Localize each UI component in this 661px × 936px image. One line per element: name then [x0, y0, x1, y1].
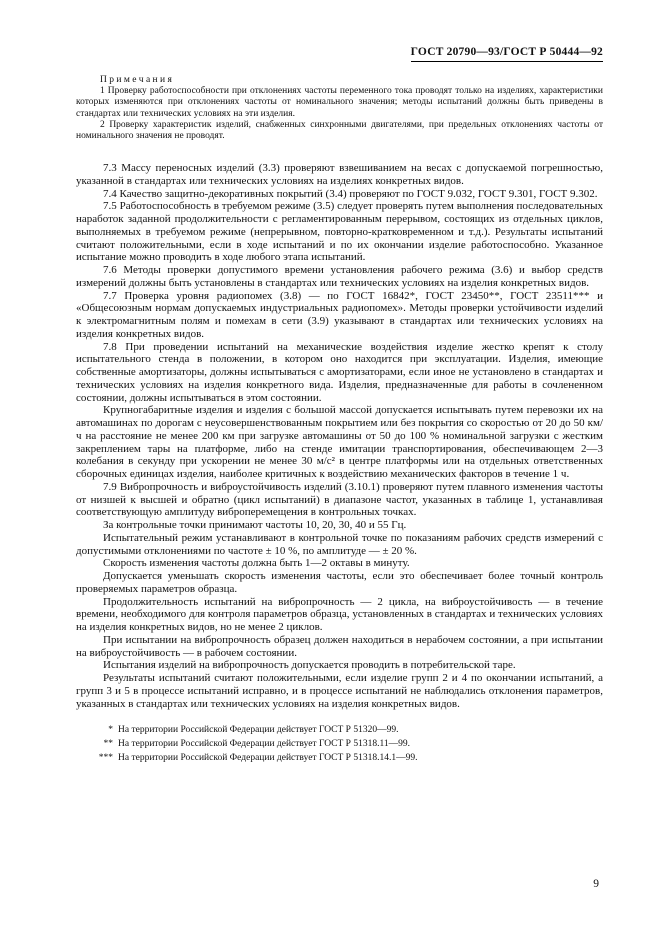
body-text — [76, 162, 603, 710]
notes-heading: П р и м е ч а н и я — [100, 75, 172, 85]
note-item: 2 Проверку характеристик изделий, снабженных синхронными двигателями, при предельных отклонениях частоты от номинального значения не проводят. — [76, 119, 603, 142]
paragraph-results: Результаты испытаний считают положительными, если изделие групп 2 и 4 по окончании испытаний, а групп 3 и 5 в процессе испытаний исправно, и в процессе испытаний не наблюдались отклонения параметров, указанных в стандартах или технических условиях на изделия конкретных видов. — [76, 672, 603, 710]
footnote-marker: *** — [98, 753, 113, 763]
paragraph-7-4: 7.4 Качество защитно-декоративных покрытий (3.4) проверяют по ГОСТ 9.032, ГОСТ 9.301, ГОСТ 9.302. — [103, 187, 598, 200]
footnote-text: На территории Российской Федерации действует ГОСТ Р 51318.11—99. — [118, 739, 410, 750]
paragraph-transport: Крупногабаритные изделия и изделия с большой массой допускается испытывать путем перевозки их на автомашинах по дорогам с неусовершенствованным покрытием или без покрытия со скоростью от 20 до 50 км/ч на расстояние не менее 200 км при загрузке автомашины от 50 до 100 % номинальной загрузки с жестким закреплением тары на платформе, либо на стенде имитации транспортирования, обеспечивающем 2—3 колебания в секунду при ускорении не менее 30 м/с² в центре платформы или на отдельных ответственных сборочных единицах изделия, наиболее критичных к воздействию механических факторов в течение 1 ч. — [76, 404, 603, 481]
document-code: ГОСТ 20790—93/ГОСТ Р 50444—92 — [411, 46, 603, 62]
paragraph-speed-reduce: Допускается уменьшать скорость изменения частоты, если это обеспечивает более точный контроль проверяемых параметров образца. — [76, 570, 603, 595]
footnote-text: На территории Российской Федерации действует ГОСТ Р 51320—99. — [118, 725, 399, 736]
footnote-marker: ** — [103, 739, 113, 750]
footnotes-section — [76, 724, 603, 765]
notes-section — [76, 75, 603, 142]
footnote — [76, 738, 603, 752]
paragraph-speed: Скорость изменения частоты должна быть 1—2 октавы в минуту. — [103, 557, 410, 570]
running-header — [76, 46, 603, 62]
paragraph-test-mode: Испытательный режим устанавливают в контрольной точке по показаниям рабочих средств измерений с допустимыми отклонениями по частоте ± 10 %, по амплитуде — ± 20 %. — [76, 531, 603, 557]
paragraph-7-6: 7.6 Методы проверки допустимого времени установления рабочего режима (3.6) и выбор средств измерений должны быть установлены в стандартах или технических условиях на изделия конкретных видов. — [76, 264, 603, 289]
paragraph-7-5: 7.5 Работоспособность в требуемом режиме (3.5) следует проверять путем выполнения последовательных наработок заданной продолжительности с регламентированным перерывом, состоящих из отдельных циклов, выполняемых в требуемом режиме (непрерывном, повторно-кратковременном и т.д.). Результаты испытаний считают положительными, если в ходе испытаний и по их окончании изделие работоспособно. Указанное испытание можно проводить в ходе любого этапа испытаний. — [76, 200, 603, 264]
footnote-marker: * — [108, 725, 113, 736]
note-item: 1 Проверку работоспособности при отклонениях частоты переменного тока проводят только на изделиях, характеристики которых изменяются при отклонениях частоты от номинального значения; методы испытаний должны быть приведены в стандартах или технических условиях на эти изделия. — [76, 86, 603, 119]
footnote-text: На территории Российской Федерации действует ГОСТ Р 51318.14.1—99. — [118, 753, 418, 763]
paragraph-packaging: Испытания изделий на вибропрочность допускается проводить в потребительской таре. — [103, 659, 516, 672]
paragraph-7-3: 7.3 Массу переносных изделий (3.3) проверяют взвешиванием на весах с допускаемой погрешностью, указанной в стандартах или технических условиях на изделиях конкретных видов. — [76, 162, 603, 187]
paragraph-duration: Продолжительность испытаний на вибропрочность — 2 цикла, на виброустойчивость — в течение времени, необходимого для контроля параметров образца, установленных в стандартах и технических условиях на изделия конкретных видов, но не менее 2 циклов. — [76, 595, 603, 634]
paragraph-state: При испытании на вибропрочность образец должен находиться в нерабочем состоянии, а при испытании на виброустойчивость — в рабочем состоянии. — [76, 633, 603, 659]
paragraph-7-8: 7.8 При проведении испытаний на механические воздействия изделие жестко крепят к столу испытательного стенда в положении, в котором оно находится при эксплуатации. Изделия, имеющие собственные амортизаторы, должны испытываться с амортизаторами, если иное не установлено в стандартах и технических условиях на изделия конкретного вида. Изделия, предназначенные для работы в сочлененном состоянии, должны испытываться в этом состоянии. — [76, 340, 603, 404]
paragraph-control-points: За контрольные точки принимают частоты 10, 20, 30, 40 и 55 Гц. — [103, 519, 407, 532]
paragraph-7-9: 7.9 Вибропрочность и виброустойчивость изделий (3.10.1) проверяют путем плавного изменения частоты от низшей к высшей и обратно (цикл испытаний) в диапазоне частот, указанных в таблице 1, устанавливая соответствующую амплитуду виброперемещения в контрольных точках. — [76, 480, 603, 519]
footnote — [76, 752, 603, 766]
paragraph-7-7: 7.7 Проверка уровня радиопомех (3.8) — по ГОСТ 16842*, ГОСТ 23450**, ГОСТ 23511*** и «Общесоюзным нормам допускаемых индустриальных радиопомех». Методы проверки устойчивости изделий к электромагнитным полям и помехам в сети (3.9) указывают в стандартах или технических условиях на изделия конкретных видов. — [76, 289, 603, 340]
page-number: 9 — [593, 878, 599, 890]
footnote — [76, 724, 603, 738]
